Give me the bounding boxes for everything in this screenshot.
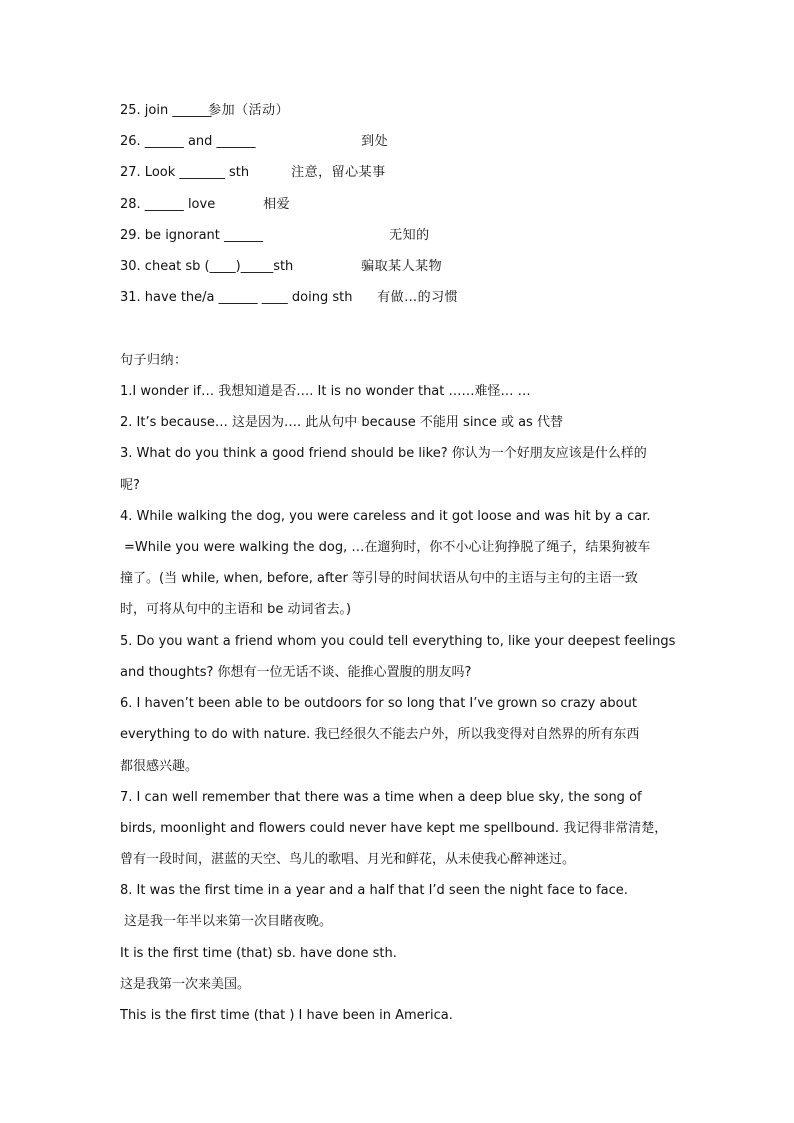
sentence-line: It is the first time (that) sb. have done sth. — [120, 946, 397, 961]
vocab-cn: 相爱 — [263, 197, 291, 212]
sentence-line: and thoughts? 你想有一位无话不谈、能推心置腹的朋友吗? — [120, 665, 472, 680]
vocab-item-29 — [120, 226, 430, 246]
vocab-cn: 到处 — [361, 134, 389, 149]
vocab-en: 25. join ______ — [120, 103, 212, 118]
sentence-line: 撞了。(当 while, when, before, after 等引导的时间状语从句中的主语与主句的主语一致 — [120, 571, 638, 586]
vocab-en: 31. have the/a ______ ____ doing sth — [120, 290, 353, 305]
vocab-en: 27. Look _______ sth — [120, 165, 250, 180]
sentence-line: 8. It was the first time in a year and a half that I’d seen the night face to face. — [120, 883, 628, 898]
section-title: 句子归纳： — [120, 353, 188, 368]
vocab-item-26 — [120, 132, 388, 152]
sentence-line: 曾有一段时间，湛蓝的天空、鸟儿的歌唱、月光和鲜花，从未使我心醉神迷过。 — [120, 852, 576, 867]
vocab-en: 28. ______ love — [120, 197, 216, 212]
vocab-en: 30. cheat sb (____)_____sth — [120, 259, 294, 274]
sentence-line: 5. Do you want a friend whom you could tell everything to, like your deepest feelings — [120, 634, 676, 649]
sentence-line: 都很感兴趣。 — [120, 759, 199, 774]
vocab-item-27 — [120, 163, 386, 183]
vocab-item-31 — [120, 288, 458, 308]
sentence-line: 呢? — [120, 478, 140, 493]
sentence-line: 时，可将从句中的主语和 be 动词省去。) — [120, 602, 352, 617]
vocab-cn: 骗取某人某物 — [361, 259, 443, 274]
sentence-line: everything to do with nature. 我已经很久不能去户外，所以我变得对自然界的所有东西 — [120, 727, 640, 742]
sentence-line: This is the first time (that ) I have been in America. — [120, 1008, 453, 1023]
sentence-line: 2. It’s because… 这是因为…. 此从句中 because 不能用 since 或 as 代替 — [120, 415, 563, 430]
vocab-cn: 无知的 — [389, 228, 430, 243]
vocab-cn: 有做…的习惯 — [377, 290, 459, 305]
vocab-item-28 — [120, 195, 290, 215]
sentence-line: 4. While walking the dog, you were careless and it got loose and was hit by a car. — [120, 509, 651, 524]
sentence-line: 7. I can well remember that there was a time when a deep blue sky, the song of — [120, 790, 642, 805]
sentence-line: 3. What do you think a good friend should be like? 你认为一个好朋友应该是什么样的 — [120, 446, 647, 461]
vocab-item-25 — [120, 101, 289, 121]
sentence-line: 1.I wonder if… 我想知道是否…. It is no wonder that ……难怪… … — [120, 384, 531, 399]
sentence-line: 这是我第一次来美国。 — [120, 977, 251, 992]
vocab-en: 26. ______ and ______ — [120, 134, 256, 149]
sentence-line: birds, moonlight and flowers could never have kept me spellbound. 我记得非常清楚， — [120, 821, 668, 836]
sentence-line: =While you were walking the dog, …在遛狗时，你不小心让狗挣脱了绳子，结果狗被车 — [124, 540, 651, 555]
vocab-en: 29. be ignorant ______ — [120, 228, 264, 243]
vocab-cn: 注意，留心某事 — [291, 165, 386, 180]
vocab-item-30 — [120, 257, 442, 277]
sentence-line: 这是我一年半以来第一次目睹夜晚。 — [124, 914, 333, 929]
sentence-line: 6. I haven’t been able to be outdoors for so long that I’ve grown so crazy about — [120, 696, 637, 711]
vocab-cn: 参加（活动） — [208, 103, 290, 118]
